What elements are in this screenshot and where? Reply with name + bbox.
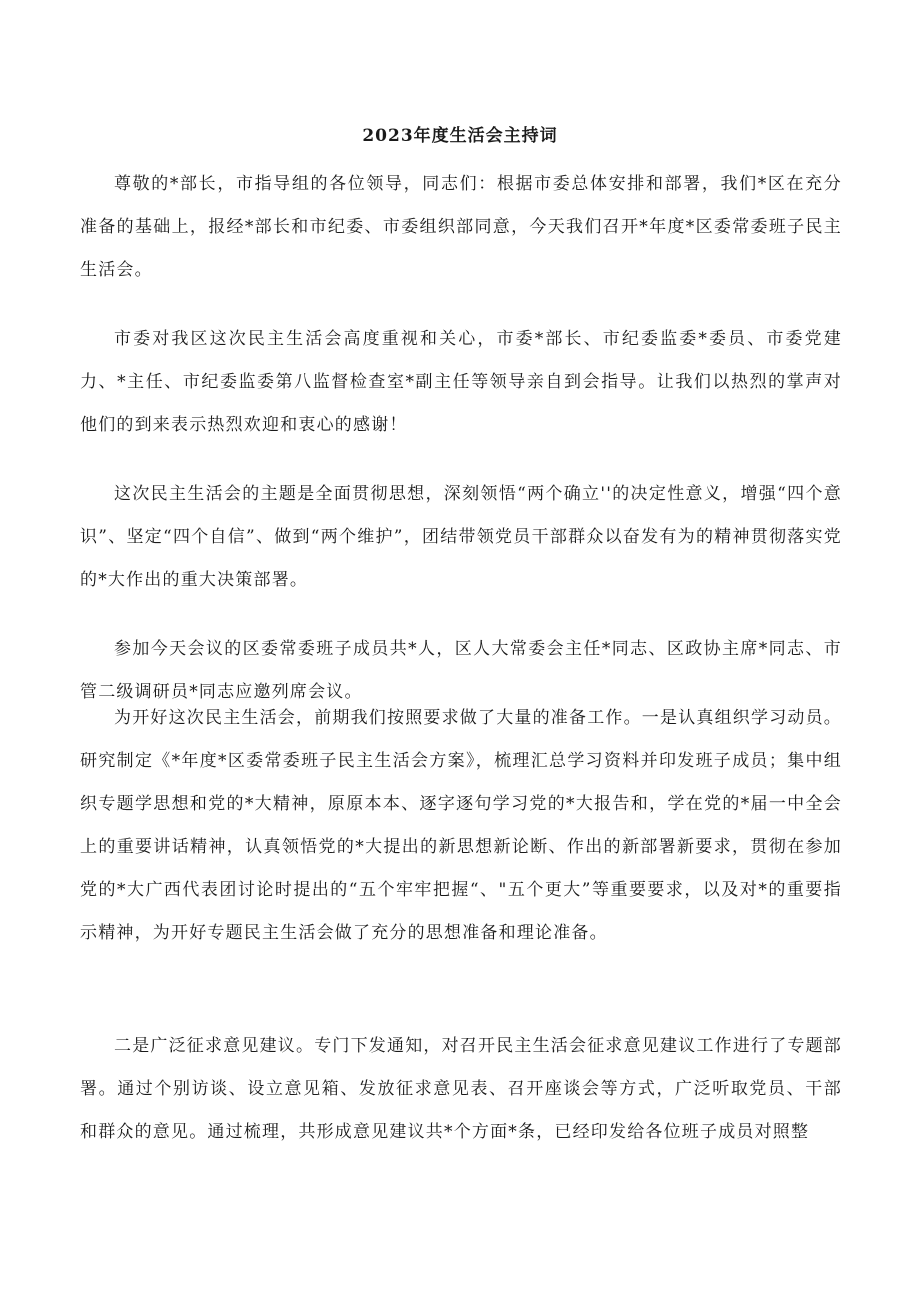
paragraph-leaders-welcome: 市委对我区这次民主生活会高度重视和关心，市委*部长、市纪委监委*委员、市委党建力、*主任、市纪委监委第八监督检查室*副主任等领导亲自到会指导。让我们以热烈的掌声对他们的到来表示热烈欢迎和衷心的感谢！ <box>80 329 842 435</box>
paragraph-solicit-opinions: 二是广泛征求意见建议。专门下发通知，对召开民主生活会征求意见建议工作进行了专题部署。通过个别访谈、设立意见箱、发放征求意见表、召开座谈会等方式，广泛听取党员、干部和群众的意见。通过梳理，共形成意见建议共*个方面*条，已经印发给各位班子成员对照整 <box>80 1036 842 1142</box>
paragraph-attendees: 参加今天会议的区委常委班子成员共*人，区人大常委会主任*同志、区政协主席*同志、市管二级调研员*同志应邀列席会议。 <box>80 639 842 702</box>
paragraph-meeting-theme: 这次民主生活会的主题是全面贯彻思想，深刻领悟“两个确立''的决定性意义，增强“四个意识”、坚定“四个自信”、做到“两个维护”，团结带领党员干部群众以奋发有为的精神贯彻落实党的*大作出的重大决策部署。 <box>80 484 842 590</box>
paragraph-opening-greeting: 尊敬的*部长，市指导组的各位领导，同志们：根据市委总体安排和部署，我们*区在充分准备的基础上，报经*部长和市纪委、市委组织部同意，今天我们召开*年度*区委常委班子民主生活会。 <box>80 174 842 280</box>
document-title: 2023年度生活会主持词 <box>362 126 558 146</box>
paragraph-preparation-study: 为开好这次民主生活会，前期我们按照要求做了大量的准备工作。一是认真组织学习动员。研究制定《*年度*区委常委班子民主生活会方案》，梳理汇总学习资料并印发班子成员；集中组织专题学思想和党的*大精神，原原本本、逐字逐句学习党的*大报告和，学在党的*届一中全会上的重要讲话精神，认真领悟党的*大提出的新思想新论断、作出的新部署新要求，贯彻在参加党的*大广西代表团讨论时提出的“五个牢牢把握“、"五个更大”等重要要求，以及对*的重要指示精神，为开好专题民主生活会做了充分的思想准备和理论准备。 <box>80 708 842 943</box>
